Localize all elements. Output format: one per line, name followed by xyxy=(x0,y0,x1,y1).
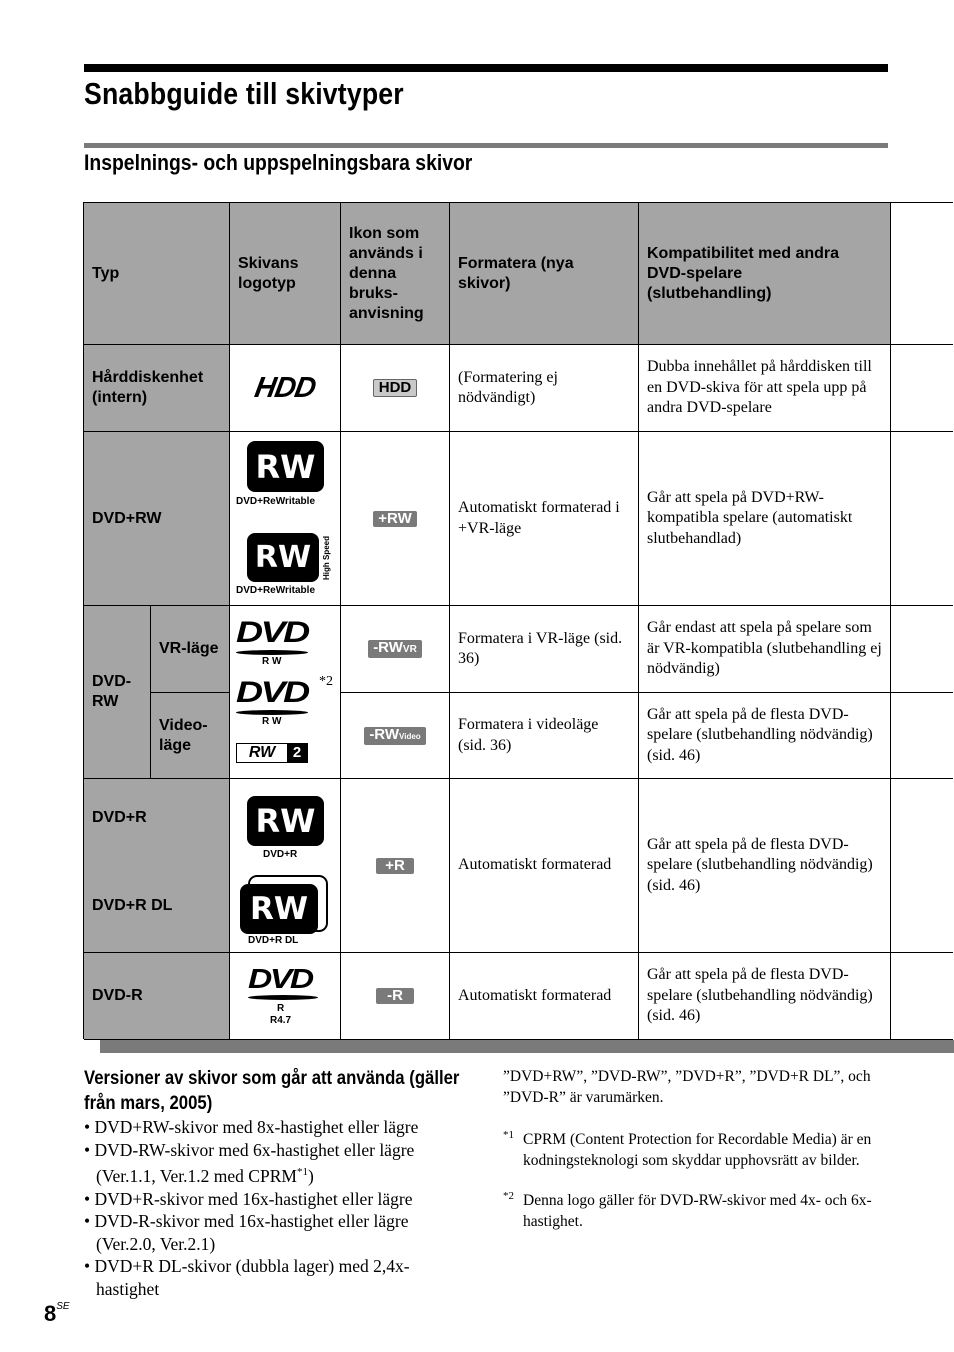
row-dvdpr-extra xyxy=(891,779,953,953)
trademarks-note: ”DVD+RW”, ”DVD-RW”, ”DVD+R”, ”DVD+R DL”, och ”DVD-R” är varumärken. xyxy=(503,1068,871,1106)
row-vr-extra xyxy=(891,606,953,693)
versions-heading: Versioner av skivor som går att använda (gäller från mars, 2005) xyxy=(84,1068,460,1114)
hdd-badge: HDD xyxy=(373,379,418,397)
row-vr-mode: VR-läge xyxy=(151,606,230,693)
plus-rw-badge: +RW xyxy=(373,511,416,527)
row-hdd-format: (Formatering ej nödvändigt) xyxy=(450,345,639,432)
rw-logo-plus-r-dl: RW xyxy=(240,884,318,934)
row-video-format: Formatera i videoläge (sid. 36) xyxy=(450,693,639,779)
rw-highspeed-logo: RW xyxy=(247,533,319,582)
row-dvdprw-icon xyxy=(341,432,450,606)
row-dvdpr-compat: Går att spela på de flesta DVD-spelare (slutbehandling nödvändig) (sid. 46) xyxy=(639,779,891,953)
hdd-logo: HDD xyxy=(252,371,318,404)
row-dvdprw-extra xyxy=(891,432,953,606)
row-dvdprw-logo xyxy=(230,432,341,606)
rw2-number: 2 xyxy=(287,744,307,762)
rw-logo-plus-r: RW xyxy=(247,796,324,846)
list-item xyxy=(84,1139,464,1188)
row-dvdmr-compat: Går att spela på de flesta DVD-spelare (slutbehandling nödvändig) (sid. 46) xyxy=(639,953,891,1040)
versions-list xyxy=(84,1116,464,1301)
row-dvdpr-type-cell xyxy=(84,779,230,953)
header-type: Typ xyxy=(84,203,230,345)
row-hdd-extra xyxy=(891,345,953,432)
page-number xyxy=(44,1301,70,1327)
row-video-extra xyxy=(891,693,953,779)
row-dvdmrw-type: DVD-RW xyxy=(84,606,151,779)
footnote-text: CPRM (Content Protection for Recordable Media) är en kodningsteknologi som skyddar upphovsrätt av bilder. xyxy=(523,1131,872,1169)
row-hdd-logo xyxy=(230,345,341,432)
row-video-compat: Går att spela på de flesta DVD-spelare (slutbehandling nödvändig) (sid. 46) xyxy=(639,693,891,779)
row-dvdmr-logo xyxy=(230,953,341,1040)
rw-caption-1: R W xyxy=(262,656,282,667)
row-dvdmr-format: Automatiskt formaterad xyxy=(450,953,639,1040)
footnote-mark: *2 xyxy=(503,1190,514,1202)
minus-r-badge: -R xyxy=(376,988,414,1004)
dvd-logo-2: DVD xyxy=(236,676,308,709)
row-vr-icon xyxy=(341,606,450,693)
row-dvdpr-format: Automatiskt formaterad xyxy=(450,779,639,953)
dvd-r-caption: DVD+R xyxy=(263,849,298,860)
row-vr-format: Formatera i VR-läge (sid. 36) xyxy=(450,606,639,693)
rw-caption-2: R W xyxy=(262,716,282,727)
list-item: • DVD+R-skivor med 16x-hastighet eller lägre xyxy=(84,1188,464,1211)
table-shadow-bar xyxy=(100,1040,954,1053)
list-item: • DVD+R DL-skivor (dubbla lager) med 2,4x-hastighet xyxy=(84,1255,464,1300)
row-hdd-type: Hårddiskenhet (intern) xyxy=(84,345,230,432)
badge-main: -RW xyxy=(373,639,403,656)
section-subtitle: Inspelnings- och uppspelningsbara skivor xyxy=(84,150,473,175)
list-item: • DVD-R-skivor med 16x-hastighet eller lägre (Ver.2.0, Ver.2.1) xyxy=(84,1210,464,1255)
dvd-rewritable-caption: DVD+ReWritable xyxy=(236,496,316,507)
header-logo: Skivans logotyp xyxy=(230,203,341,345)
dvd-logo-r: DVD xyxy=(248,963,312,994)
row-dvdmr-type: DVD-R xyxy=(84,953,230,1040)
rw2-logo xyxy=(236,743,308,763)
page-number-value: 8 xyxy=(44,1301,57,1326)
header-extra xyxy=(891,203,953,345)
disc-icon xyxy=(236,650,308,655)
list-item: • DVD+RW-skivor med 8x-hastighet eller lägre xyxy=(84,1116,464,1139)
header-compat: Kompatibilitet med andra DVD-spelare (slutbehandling) xyxy=(639,203,891,345)
dvd-rewritable-caption-2: DVD+ReWritable xyxy=(236,585,316,596)
row-dvdmrw-logo xyxy=(230,606,341,779)
subtitle-rule xyxy=(84,143,888,148)
dvd-logo-1: DVD xyxy=(236,616,308,649)
row-video-mode: Video-läge xyxy=(151,693,230,779)
list-item-close: ) xyxy=(307,1166,314,1187)
row-vr-compat: Går endast att spela på spelare som är VR-kompatibla (slutbehandling ej nödvändig) xyxy=(639,606,891,693)
disc-icon-2 xyxy=(236,710,308,715)
footnote-1-ref: *1 xyxy=(296,1166,308,1179)
row-dvdpr-type: DVD+R xyxy=(92,809,147,826)
row-dvdpr-icon xyxy=(341,779,450,953)
row-hdd-icon xyxy=(341,345,450,432)
rw2-text: RW xyxy=(248,744,276,761)
badge-main: -RW xyxy=(369,725,400,743)
minus-rw-vr-badge xyxy=(368,640,422,658)
row-dvdprdl-type: DVD+R DL xyxy=(92,897,173,914)
row-video-icon xyxy=(341,693,450,779)
row-dvdprw-compat: Går att spela på DVD+RW-kompatibla spelare (automatiskt slutbehandlad) xyxy=(639,432,891,606)
dvd-r-dl-caption: DVD+R DL xyxy=(248,935,299,946)
header-format: Formatera (nya skivor) xyxy=(450,203,639,345)
title-rule xyxy=(84,64,888,72)
page-number-suffix: SE xyxy=(56,1301,70,1312)
row-dvdmr-icon xyxy=(341,953,450,1040)
r47-caption: R4.7 xyxy=(270,1015,292,1026)
rw-logo: RW xyxy=(247,441,324,492)
row-dvdprw-format: Automatiskt formaterad i +VR-läge xyxy=(450,432,639,606)
row-hdd-compat: Dubba innehållet på hårddisken till en DVD-skiva för att spela upp på andra DVD-spelare xyxy=(639,345,891,432)
disc-icon-r xyxy=(248,995,318,1000)
plus-r-badge: +R xyxy=(376,858,414,874)
minus-rw-video-badge xyxy=(364,727,425,745)
row-dvdpr-logo xyxy=(230,779,341,953)
page-title: Snabbguide till skivtyper xyxy=(84,76,404,111)
r-caption: R xyxy=(277,1003,285,1014)
badge-sub: VR xyxy=(402,644,417,655)
row-dvdmr-extra xyxy=(891,953,953,1040)
list-item-text: DVD-RW-skivor med 6x-hastighet eller lägre (Ver.1.1, Ver.1.2 med CPRM xyxy=(94,1139,415,1187)
footnote-mark: *1 xyxy=(503,1129,514,1141)
row-dvdprw-type: DVD+RW xyxy=(84,432,230,606)
footnote-2-mark: *2 xyxy=(319,674,333,689)
footnote-text: Denna logo gäller för DVD-RW-skivor med 4x- och 6x-hastighet. xyxy=(523,1192,872,1230)
footnote-1 xyxy=(503,1130,893,1171)
footnote-2 xyxy=(503,1191,893,1232)
badge-sub: Video xyxy=(399,731,421,741)
high-speed-caption: High Speed xyxy=(322,535,331,580)
header-icon: Ikon som används i denna bruks-anvisning xyxy=(341,203,450,345)
